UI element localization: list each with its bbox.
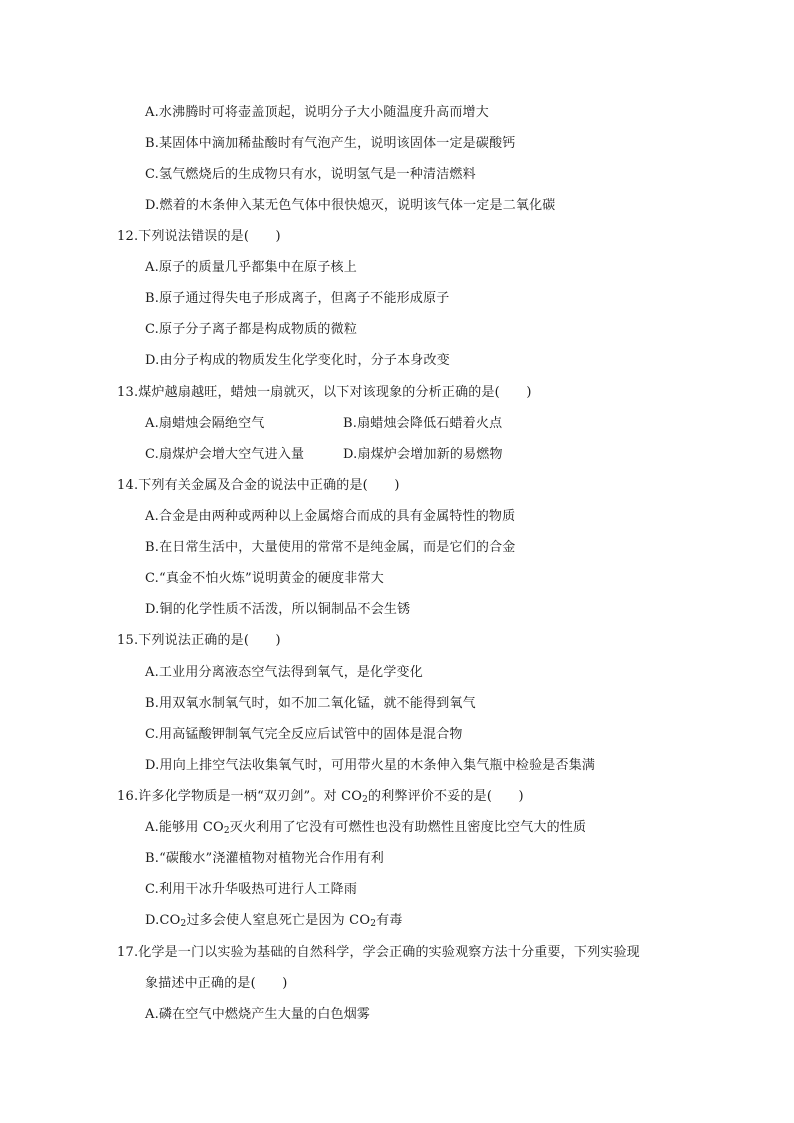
q14-option-b: B.在日常生活中，大量使用的常常不是纯金属，而是它们的合金 bbox=[145, 540, 516, 555]
q12-option-b: B.原子通过得失电子形成离子，但离子不能形成原子 bbox=[145, 291, 450, 306]
q15-option-a: A.工业用分离液态空气法得到氧气，是化学变化 bbox=[145, 665, 423, 680]
q16-option-d bbox=[145, 913, 403, 929]
q15-option-d: D.用向上排空气法收集氧气时，可用带火星的木条伸入集气瓶中检验是否集满 bbox=[145, 758, 596, 773]
q16a-text-post: 灭火利用了它没有可燃性也没有助燃性且密度比空气大的性质 bbox=[229, 820, 587, 835]
q15-option-c: C.用高锰酸钾制氧气完全反应后试管中的固体是混合物 bbox=[145, 727, 463, 742]
q16d-subscript-2: 2 bbox=[370, 919, 377, 929]
q16-option-a bbox=[145, 820, 586, 836]
q16-text-post: 的利弊评价不妥的是( ) bbox=[368, 789, 524, 804]
question-14: 14.下列有关金属及合金的说法中正确的是( ) bbox=[117, 478, 400, 493]
q14-option-d: D.铜的化学性质不活泼，所以铜制品不会生锈 bbox=[145, 602, 411, 617]
question-17-continued: 象描述中正确的是( ) bbox=[145, 976, 288, 991]
q16a-subscript: 2 bbox=[223, 826, 230, 836]
q17-option-a: A.磷在空气中燃烧产生大量的白色烟雾 bbox=[145, 1007, 371, 1022]
option-c-prev: C.氢气燃烧后的生成物只有水，说明氢气是一种清洁燃料 bbox=[145, 167, 476, 182]
q13-option-b: B.扇蜡烛会降低石蜡着火点 bbox=[343, 416, 503, 431]
question-13: 13.煤炉越扇越旺，蜡烛一扇就灭，以下对该现象的分析正确的是( ) bbox=[117, 385, 532, 400]
q13-option-c: C.扇煤炉会增大空气进入量 bbox=[145, 447, 305, 462]
question-15: 15.下列说法正确的是( ) bbox=[117, 633, 281, 648]
q16d-text-pre: D.CO bbox=[145, 913, 181, 928]
q16d-subscript-1: 2 bbox=[180, 919, 187, 929]
q13-option-a: A.扇蜡烛会隔绝空气 bbox=[145, 416, 265, 431]
option-d-prev: D.燃着的木条伸入某无色气体中很快熄灭，说明该气体一定是二氧化碳 bbox=[145, 198, 556, 213]
q14-option-c: C.“真金不怕火炼”说明黄金的硬度非常大 bbox=[145, 571, 384, 586]
question-17: 17.化学是一门以实验为基础的自然科学，学会正确的实验观察方法十分重要，下列实验现 bbox=[117, 945, 640, 960]
q16d-text-mid: 过多会使人窒息死亡是因为 CO bbox=[186, 913, 371, 928]
q14-option-a: A.合金是由两种或两种以上金属熔合而成的具有金属特性的物质 bbox=[145, 509, 516, 524]
option-a-prev: A.水沸腾时可将壶盖顶起，说明分子大小随温度升高而增大 bbox=[145, 105, 489, 120]
q12-option-c: C.原子分子离子都是构成物质的微粒 bbox=[145, 322, 358, 337]
q16-option-b: B.“碳酸水”浇灌植物对植物光合作用有利 bbox=[145, 851, 384, 866]
q16a-text-pre: A.能够用 CO bbox=[145, 820, 224, 835]
option-b-prev: B.某固体中滴加稀盐酸时有气泡产生，说明该固体一定是碳酸钙 bbox=[145, 136, 516, 151]
question-16 bbox=[117, 789, 524, 805]
q16-text-pre: 16.许多化学物质是一柄“双刃剑”。对 CO bbox=[117, 789, 363, 804]
q13-option-d: D.扇煤炉会增加新的易燃物 bbox=[343, 447, 503, 462]
q12-option-d: D.由分子构成的物质发生化学变化时，分子本身改变 bbox=[145, 353, 450, 368]
q16d-text-post: 有毒 bbox=[376, 913, 403, 928]
q12-option-a: A.原子的质量几乎都集中在原子核上 bbox=[145, 260, 357, 275]
q16-option-c: C.利用干冰升华吸热可进行人工降雨 bbox=[145, 882, 358, 897]
q15-option-b: B.用双氧水制氧气时，如不加二氧化锰，就不能得到氧气 bbox=[145, 696, 476, 711]
question-12: 12.下列说法错误的是( ) bbox=[117, 229, 281, 244]
q16-subscript: 2 bbox=[362, 795, 369, 805]
